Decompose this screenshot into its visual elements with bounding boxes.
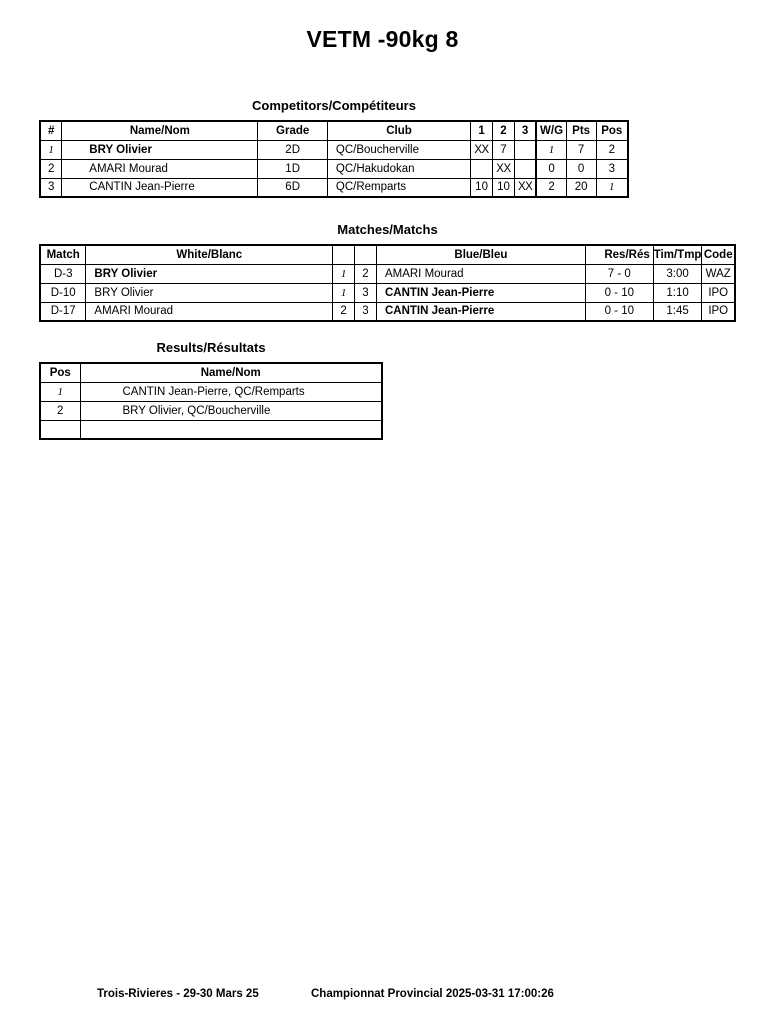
match-blue-number: 3 [355,283,377,302]
page-title: VETM -90kg 8 [306,26,459,52]
table-row [40,382,382,401]
competitor-wins: 1 [536,140,566,159]
competitor-wins: 2 [536,178,566,197]
match-id: D-17 [40,302,86,321]
competitors-table [39,120,629,198]
col-round-3: 3 [514,121,536,140]
results-header-row [40,363,382,382]
matches-table [39,244,736,322]
match-blue-name: AMARI Mourad [376,264,585,283]
competitor-position: 1 [596,178,628,197]
table-row [40,283,735,302]
competitor-club: QC/Hakudokan [327,159,470,178]
matches-header-row [40,245,735,264]
competitor-round-3 [514,140,536,159]
table-row [40,420,382,439]
competitor-position: 3 [596,159,628,178]
competitors-section [39,98,629,198]
table-row [40,401,382,420]
competitor-number: 1 [40,140,62,159]
match-id: D-10 [40,283,86,302]
footer-event: Trois-Rivieres - 29-30 Mars 25 [97,988,259,1000]
col-round-2: 2 [493,121,515,140]
competitor-number: 2 [40,159,62,178]
match-time: 1:45 [653,302,702,321]
match-time: 3:00 [653,264,702,283]
col-result-position: Pos [40,363,80,382]
results-heading: Results/Résultats [156,340,266,355]
competitors-heading: Competitors/Compétiteurs [252,98,416,113]
match-blue-number: 2 [355,264,377,283]
match-blue-number: 3 [355,302,377,321]
results-table [39,362,383,440]
competitor-name: CANTIN Jean-Pierre [62,178,258,197]
match-code: IPO [702,302,735,321]
match-blue-name: CANTIN Jean-Pierre [376,283,585,302]
col-club: Club [327,121,470,140]
col-result: Res/Rés [585,245,653,264]
match-result: 0 - 10 [585,302,653,321]
col-wins-games: W/G [536,121,566,140]
competitor-grade: 2D [258,140,327,159]
competitor-round-1: XX [471,140,493,159]
col-name: Name/Nom [62,121,258,140]
competitor-position: 2 [596,140,628,159]
col-points: Pts [566,121,596,140]
competitor-round-1: 10 [471,178,493,197]
match-white-name: AMARI Mourad [86,302,333,321]
competitor-points: 0 [566,159,596,178]
match-white-number: 2 [333,302,355,321]
competitor-round-2: XX [493,159,515,178]
col-time: Tim/Tmp [653,245,702,264]
match-code: WAZ [702,264,735,283]
match-result: 7 - 0 [585,264,653,283]
competitor-name: AMARI Mourad [62,159,258,178]
table-row [40,302,735,321]
col-blue: Blue/Bleu [376,245,585,264]
competitor-name: BRY Olivier [62,140,258,159]
matches-section [39,222,736,322]
competitor-number: 3 [40,178,62,197]
competitor-round-2: 10 [493,178,515,197]
competitor-round-2: 7 [493,140,515,159]
match-white-number: 1 [333,264,355,283]
competitor-points: 20 [566,178,596,197]
col-round-1: 1 [471,121,493,140]
match-white-name: BRY Olivier [86,283,333,302]
col-white-number [333,245,355,264]
competitor-club: QC/Remparts [327,178,470,197]
results-section [39,340,383,440]
result-position [40,420,80,439]
competitor-grade: 1D [258,159,327,178]
table-row [40,264,735,283]
col-blue-number [355,245,377,264]
result-position: 1 [40,382,80,401]
competitor-grade: 6D [258,178,327,197]
col-result-name: Name/Nom [80,363,382,382]
match-blue-name: CANTIN Jean-Pierre [376,302,585,321]
col-position: Pos [596,121,628,140]
match-white-name: BRY Olivier [86,264,333,283]
match-time: 1:10 [653,283,702,302]
competitor-round-1 [471,159,493,178]
col-grade: Grade [258,121,327,140]
col-match: Match [40,245,86,264]
competitors-header-row [40,121,628,140]
footer-competition: Championnat Provincial 2025-03-31 17:00:26 [311,988,554,1000]
competitor-points: 7 [566,140,596,159]
table-row [40,159,628,178]
match-code: IPO [702,283,735,302]
col-white: White/Blanc [86,245,333,264]
match-result: 0 - 10 [585,283,653,302]
competitor-wins: 0 [536,159,566,178]
result-position: 2 [40,401,80,420]
col-number: # [40,121,62,140]
match-id: D-3 [40,264,86,283]
competitor-club: QC/Boucherville [327,140,470,159]
match-white-number: 1 [333,283,355,302]
result-name: CANTIN Jean-Pierre, QC/Remparts [80,382,382,401]
competitor-round-3 [514,159,536,178]
competitor-round-3: XX [514,178,536,197]
table-row [40,178,628,197]
result-name [80,420,382,439]
table-row [40,140,628,159]
matches-heading: Matches/Matchs [337,222,438,237]
col-code: Code [702,245,735,264]
result-name: BRY Olivier, QC/Boucherville [80,401,382,420]
